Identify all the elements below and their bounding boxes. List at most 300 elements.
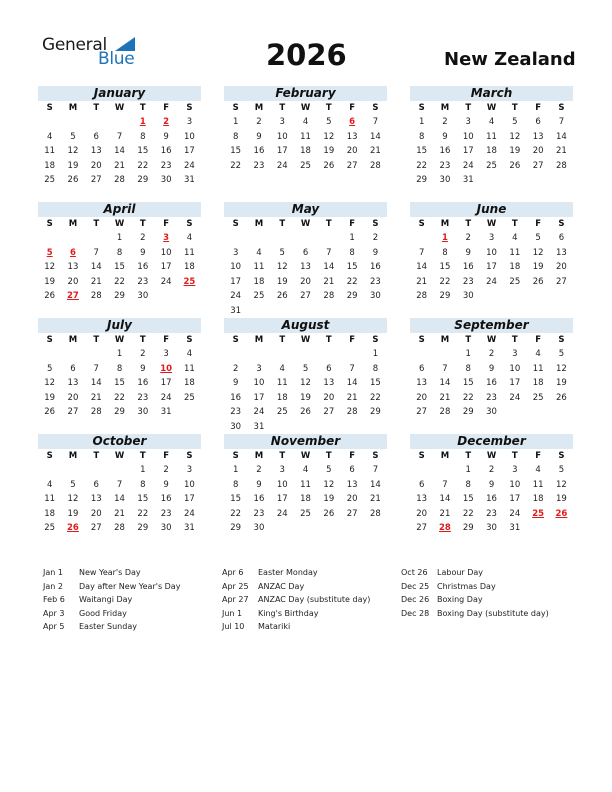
weekday-header: T <box>139 451 146 461</box>
day-cell: 28 <box>90 291 102 302</box>
day-cell: 29 <box>137 523 149 534</box>
day-cell: 24 <box>230 291 242 302</box>
weekday-header: M <box>440 335 450 345</box>
day-cell: 3 <box>512 349 518 359</box>
day-cell: 20 <box>346 494 358 505</box>
day-cell: 14 <box>346 378 358 389</box>
day-cell: 30 <box>486 523 497 534</box>
day-cell: 15 <box>439 262 451 273</box>
month-title: July <box>38 318 201 333</box>
day-cell: 25 <box>300 508 311 519</box>
day-cell: 14 <box>90 378 102 389</box>
day-cell: 31 <box>462 175 474 186</box>
day-cell: 9 <box>256 131 262 142</box>
day-cell: 21 <box>114 160 125 171</box>
holiday-name: Matariki <box>258 622 291 631</box>
day-cell: 25 <box>532 392 544 403</box>
day-cell: 15 <box>230 494 242 505</box>
weekday-header: F <box>349 103 356 113</box>
day-cell: 11 <box>184 247 195 258</box>
weekday-header: S <box>372 451 379 461</box>
day-cell: 14 <box>370 479 381 490</box>
day-cell: 11 <box>300 479 311 490</box>
day-cell: 26 <box>276 291 288 302</box>
day-cell: 11 <box>184 363 195 374</box>
day-cell: 16 <box>439 146 451 157</box>
weekday-header: S <box>186 335 193 345</box>
day-cell: 24 <box>509 392 521 403</box>
weekday-header: F <box>163 335 170 345</box>
day-grid <box>38 333 201 420</box>
holiday-date: Jan 1 <box>43 568 63 577</box>
empty-cell <box>433 463 456 478</box>
day-cell: 12 <box>67 494 79 505</box>
day-cell: 24 <box>462 160 474 171</box>
day-cell: 31 <box>184 175 195 186</box>
calendar-year: 2026 <box>266 38 347 72</box>
day-cell: 27 <box>346 160 358 171</box>
empty-cell <box>317 231 340 246</box>
holiday-date: Apr 6 <box>222 568 244 577</box>
day-cell: 29 <box>462 523 474 534</box>
day-cell: 27 <box>90 175 102 186</box>
day-cell: 29 <box>462 407 474 418</box>
weekday-header: M <box>254 335 264 345</box>
day-cell: 10 <box>230 262 242 273</box>
holiday-name: Christmas Day <box>437 581 496 591</box>
day-cell: 6 <box>302 247 309 258</box>
day-cell: 29 <box>230 523 242 534</box>
day-cell: 15 <box>462 494 474 505</box>
day-cell: 16 <box>230 392 242 403</box>
weekday-header: S <box>186 451 193 461</box>
day-cell: 19 <box>532 262 544 273</box>
day-cell: 3 <box>256 363 262 374</box>
day-cell: 9 <box>442 131 448 142</box>
day-cell: 20 <box>67 276 79 287</box>
day-cell: 26 <box>44 291 56 302</box>
weekday-header: S <box>418 335 425 345</box>
day-cell: 2 <box>232 363 239 374</box>
day-cell: 11 <box>300 131 311 142</box>
day-cell: 14 <box>556 131 567 142</box>
day-cell: 22 <box>137 160 149 171</box>
day-cell: 13 <box>90 494 102 505</box>
month-title: March <box>410 86 573 101</box>
holiday-day-cell: 10 <box>160 363 173 374</box>
day-cell: 23 <box>439 160 451 171</box>
weekday-header: S <box>372 219 379 229</box>
day-cell: 23 <box>253 160 265 171</box>
weekday-header: W <box>486 335 497 345</box>
day-cell: 6 <box>418 363 425 374</box>
holiday-day-cell: 28 <box>439 523 451 534</box>
day-cell: 14 <box>323 262 335 273</box>
day-cell: 29 <box>416 175 428 186</box>
day-cell: 16 <box>486 378 497 389</box>
empty-cell <box>108 115 131 130</box>
empty-cell <box>294 231 317 246</box>
day-cell: 6 <box>70 363 76 374</box>
day-cell: 28 <box>370 508 381 519</box>
weekday-header: F <box>349 451 356 461</box>
day-cell: 2 <box>372 233 379 243</box>
holiday-day-cell: 3 <box>163 233 170 243</box>
day-cell: 24 <box>184 160 195 171</box>
weekday-header: S <box>186 219 193 229</box>
day-cell: 19 <box>509 146 521 157</box>
day-cell: 31 <box>230 305 242 316</box>
day-cell: 13 <box>90 146 102 157</box>
day-cell: 5 <box>512 117 518 127</box>
weekday-header: T <box>325 451 332 461</box>
weekday-header: T <box>279 335 286 345</box>
day-cell: 19 <box>300 392 311 403</box>
day-cell: 8 <box>140 131 146 142</box>
day-cell: 18 <box>532 494 544 505</box>
holiday-date: Dec 28 <box>401 608 430 618</box>
day-grid <box>224 449 387 536</box>
day-cell: 7 <box>116 131 123 142</box>
day-cell: 3 <box>186 465 193 475</box>
day-cell: 9 <box>140 363 146 374</box>
weekday-header: W <box>114 451 125 461</box>
holiday-name: Boxing Day <box>437 595 483 604</box>
holiday-entry <box>43 593 180 607</box>
day-cell: 20 <box>416 392 428 403</box>
holiday-entry <box>222 607 370 621</box>
day-cell: 14 <box>114 494 125 505</box>
day-cell: 17 <box>276 494 288 505</box>
weekday-header: F <box>349 219 356 229</box>
weekday-header: S <box>46 103 53 113</box>
holiday-entry <box>43 580 180 594</box>
day-cell: 2 <box>465 233 471 243</box>
day-cell: 3 <box>279 117 285 127</box>
day-cell: 2 <box>256 465 262 475</box>
weekday-header: S <box>558 219 565 229</box>
weekday-header: T <box>511 451 518 461</box>
day-grid <box>410 217 573 304</box>
day-cell: 22 <box>230 160 242 171</box>
day-cell: 3 <box>488 233 495 243</box>
day-cell: 23 <box>137 392 149 403</box>
empty-cell <box>224 231 247 246</box>
empty-cell <box>85 231 108 246</box>
holiday-day-cell: 1 <box>139 117 146 127</box>
day-cell: 6 <box>418 479 425 490</box>
day-cell: 5 <box>326 465 332 475</box>
month-july <box>38 318 201 420</box>
day-cell: 4 <box>535 465 541 475</box>
day-cell: 2 <box>140 349 146 359</box>
month-title: September <box>410 318 573 333</box>
day-cell: 6 <box>349 465 355 475</box>
weekday-header: S <box>418 103 425 113</box>
holiday-date: Apr 3 <box>43 608 65 618</box>
month-title: January <box>38 86 201 101</box>
holiday-day-cell: 27 <box>67 291 79 302</box>
holiday-name: ANZAC Day <box>258 581 305 591</box>
holiday-date: Apr 5 <box>43 622 65 631</box>
weekday-header: S <box>186 103 193 113</box>
day-cell: 5 <box>46 363 53 374</box>
holiday-entry <box>222 566 370 580</box>
day-cell: 13 <box>416 494 428 505</box>
day-cell: 20 <box>67 392 79 403</box>
day-cell: 21 <box>370 146 381 157</box>
day-cell: 29 <box>370 407 381 418</box>
day-cell: 23 <box>137 276 149 287</box>
day-cell: 14 <box>439 494 451 505</box>
day-cell: 2 <box>442 117 448 127</box>
day-cell: 29 <box>439 291 451 302</box>
day-cell: 27 <box>346 508 358 519</box>
day-cell: 4 <box>512 233 518 243</box>
day-cell: 5 <box>70 479 76 490</box>
day-cell: 22 <box>346 276 358 287</box>
day-cell: 7 <box>372 117 379 127</box>
empty-cell <box>61 231 84 246</box>
holiday-date: Jul 10 <box>222 622 245 631</box>
weekday-header: T <box>93 219 100 229</box>
day-cell: 29 <box>137 175 149 186</box>
holiday-date: Oct 26 <box>401 568 428 577</box>
day-cell: 11 <box>44 494 56 505</box>
day-cell: 5 <box>535 233 541 243</box>
day-cell: 18 <box>44 508 56 519</box>
day-cell: 6 <box>558 233 565 243</box>
day-cell: 8 <box>232 131 239 142</box>
weekday-header: T <box>511 103 518 113</box>
day-cell: 18 <box>300 146 311 157</box>
empty-cell <box>61 347 84 362</box>
weekday-header: T <box>325 219 332 229</box>
day-cell: 27 <box>90 523 102 534</box>
day-cell: 12 <box>44 378 56 389</box>
weekday-header: T <box>465 451 472 461</box>
day-cell: 15 <box>114 262 125 273</box>
weekday-header: W <box>300 103 311 113</box>
empty-cell <box>271 347 294 362</box>
day-cell: 4 <box>256 247 262 258</box>
day-cell: 23 <box>160 160 172 171</box>
holiday-name: Labour Day <box>437 568 484 577</box>
weekday-header: S <box>46 219 53 229</box>
day-cell: 19 <box>44 392 56 403</box>
day-cell: 21 <box>114 508 125 519</box>
day-cell: 20 <box>346 146 358 157</box>
empty-cell <box>85 463 108 478</box>
day-cell: 8 <box>418 131 425 142</box>
day-cell: 30 <box>486 407 497 418</box>
day-cell: 23 <box>160 508 172 519</box>
month-title: December <box>410 434 573 449</box>
day-cell: 10 <box>509 479 521 490</box>
holiday-entry <box>401 593 549 607</box>
day-cell: 13 <box>300 262 311 273</box>
day-grid <box>224 101 387 173</box>
day-cell: 14 <box>370 131 381 142</box>
empty-cell <box>410 231 433 246</box>
weekday-header: T <box>139 219 146 229</box>
day-cell: 18 <box>184 262 195 273</box>
day-cell: 22 <box>114 276 125 287</box>
day-cell: 12 <box>532 247 544 258</box>
day-cell: 3 <box>163 349 169 359</box>
day-cell: 27 <box>532 160 544 171</box>
weekday-header: T <box>325 103 332 113</box>
holiday-entry <box>43 620 180 634</box>
day-cell: 17 <box>160 262 172 273</box>
weekday-header: W <box>486 103 497 113</box>
weekday-header: W <box>486 219 497 229</box>
day-cell: 27 <box>300 291 311 302</box>
day-cell: 12 <box>300 378 311 389</box>
holiday-name: Boxing Day (substitute day) <box>437 608 549 618</box>
day-cell: 12 <box>509 131 521 142</box>
empty-cell <box>433 347 456 362</box>
day-cell: 8 <box>140 479 146 490</box>
day-grid <box>224 217 387 319</box>
day-cell: 28 <box>90 407 102 418</box>
day-cell: 25 <box>253 291 265 302</box>
day-cell: 15 <box>462 378 474 389</box>
day-grid <box>38 449 201 536</box>
day-cell: 4 <box>46 131 53 142</box>
weekday-header: M <box>440 451 450 461</box>
day-cell: 5 <box>279 247 285 258</box>
day-cell: 29 <box>114 407 125 418</box>
day-cell: 26 <box>509 160 521 171</box>
day-cell: 10 <box>184 131 195 142</box>
empty-cell <box>317 347 340 362</box>
day-cell: 5 <box>70 131 76 142</box>
day-cell: 20 <box>416 508 428 519</box>
weekday-header: T <box>93 335 100 345</box>
holiday-entry <box>43 566 180 580</box>
empty-cell <box>108 463 131 478</box>
month-december <box>410 434 573 536</box>
holiday-entry <box>43 607 180 621</box>
day-cell: 31 <box>509 523 521 534</box>
day-cell: 10 <box>276 131 288 142</box>
day-cell: 5 <box>558 349 565 359</box>
weekday-header: T <box>465 335 472 345</box>
day-cell: 15 <box>346 262 358 273</box>
weekday-header: F <box>535 451 542 461</box>
day-cell: 26 <box>532 276 544 287</box>
day-cell: 10 <box>276 479 288 490</box>
day-cell: 25 <box>300 160 311 171</box>
empty-cell <box>247 231 270 246</box>
empty-cell <box>38 347 61 362</box>
day-cell: 13 <box>346 479 358 490</box>
day-cell: 11 <box>532 479 544 490</box>
day-cell: 28 <box>370 160 381 171</box>
weekday-header: F <box>163 103 170 113</box>
weekday-header: M <box>440 103 450 113</box>
day-cell: 19 <box>276 276 288 287</box>
day-cell: 12 <box>323 131 335 142</box>
weekday-header: T <box>511 219 518 229</box>
day-cell: 30 <box>137 407 149 418</box>
weekday-header: S <box>46 335 53 345</box>
day-cell: 2 <box>140 233 146 243</box>
day-cell: 23 <box>462 276 474 287</box>
day-cell: 4 <box>302 117 309 127</box>
day-cell: 6 <box>326 363 332 374</box>
day-cell: 17 <box>230 276 242 287</box>
day-cell: 18 <box>532 378 544 389</box>
holiday-entry <box>401 580 549 594</box>
weekday-header: S <box>418 219 425 229</box>
day-cell: 21 <box>556 146 567 157</box>
weekday-header: S <box>558 335 565 345</box>
day-cell: 10 <box>462 131 474 142</box>
weekday-header: F <box>535 335 542 345</box>
day-cell: 7 <box>116 479 123 490</box>
day-cell: 4 <box>535 349 541 359</box>
weekday-header: T <box>93 451 100 461</box>
day-cell: 14 <box>439 378 451 389</box>
day-cell: 17 <box>184 494 195 505</box>
day-cell: 16 <box>137 378 149 389</box>
day-cell: 30 <box>462 291 474 302</box>
day-cell: 28 <box>114 175 125 186</box>
day-cell: 21 <box>346 392 358 403</box>
weekday-header: T <box>465 219 472 229</box>
weekday-header: T <box>511 335 518 345</box>
day-cell: 11 <box>486 131 497 142</box>
day-cell: 27 <box>416 523 428 534</box>
country-name: New Zealand <box>444 49 576 70</box>
day-cell: 2 <box>488 349 495 359</box>
day-cell: 13 <box>532 131 544 142</box>
day-cell: 30 <box>370 291 381 302</box>
day-cell: 11 <box>532 363 544 374</box>
day-cell: 17 <box>253 392 265 403</box>
general-blue-logo <box>42 35 152 75</box>
day-cell: 24 <box>486 276 497 287</box>
weekday-header: S <box>418 451 425 461</box>
weekday-header: F <box>349 335 356 345</box>
day-cell: 23 <box>370 276 381 287</box>
day-cell: 16 <box>370 262 381 273</box>
empty-cell <box>340 347 363 362</box>
day-cell: 21 <box>439 508 451 519</box>
day-cell: 30 <box>230 421 242 432</box>
day-cell: 12 <box>44 262 56 273</box>
day-cell: 24 <box>160 276 172 287</box>
day-cell: 10 <box>509 363 521 374</box>
weekday-header: W <box>300 451 311 461</box>
day-cell: 21 <box>416 276 428 287</box>
day-grid <box>38 217 201 304</box>
month-title: November <box>224 434 387 449</box>
day-cell: 8 <box>465 363 471 374</box>
holiday-date: Dec 25 <box>401 581 430 591</box>
day-cell: 8 <box>372 363 379 374</box>
day-cell: 4 <box>186 233 193 243</box>
empty-cell <box>38 231 61 246</box>
day-cell: 31 <box>184 523 195 534</box>
day-cell: 9 <box>140 247 146 258</box>
day-cell: 23 <box>253 508 265 519</box>
day-cell: 7 <box>418 247 425 258</box>
weekday-header: T <box>465 103 472 113</box>
day-cell: 28 <box>416 291 428 302</box>
